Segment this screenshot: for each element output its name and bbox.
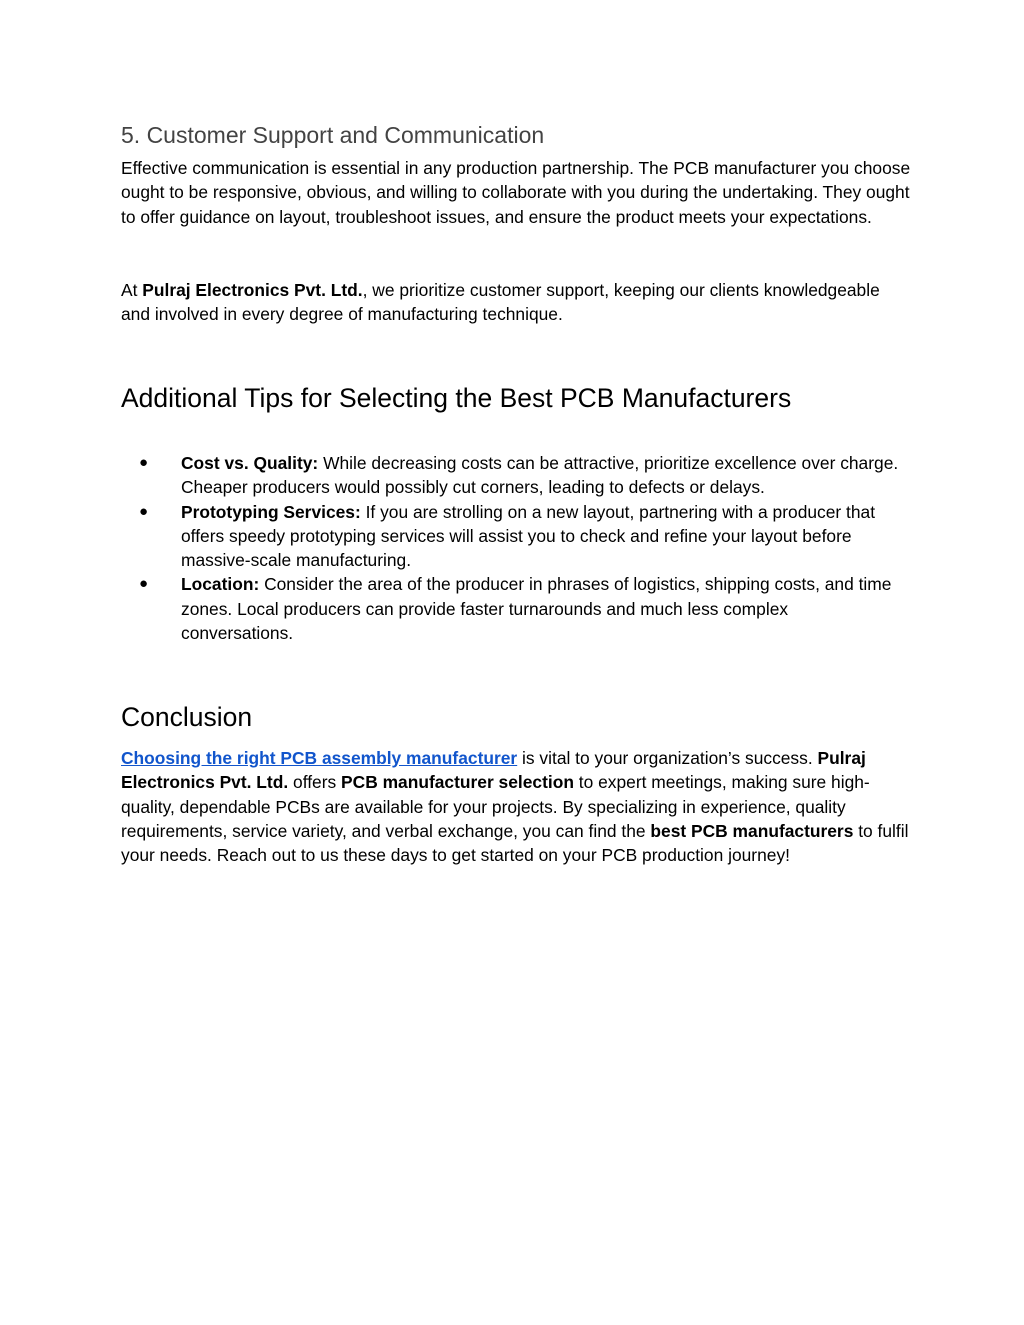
company-name: Pulraj Electronics Pvt. Ltd. (121, 748, 866, 793)
paragraph-customer-support (121, 278, 911, 327)
bullet-icon: ● (139, 502, 149, 520)
bold-phrase-best-manufacturers: best PCB manufacturers (650, 820, 854, 841)
bullet-icon: ● (139, 575, 149, 593)
tip-text: If you are strolling on a new layout, partnering with a producer that offers speedy prototyping services will assist you to check and refine your layout before massive-scale manufacturing. (181, 501, 876, 571)
section-heading-customer-support: 5. Customer Support and Communication (121, 122, 545, 148)
paragraph-conclusion (121, 746, 911, 867)
pcb-assembly-manufacturer-link[interactable]: Choosing the right PCB assembly manufacturer (121, 748, 518, 768)
tips-list (121, 451, 901, 645)
tip-title: Location: (181, 574, 260, 595)
tip-title: Prototyping Services: (181, 501, 361, 522)
section-heading-additional-tips: Additional Tips for Selecting the Best PCB Manufacturers (121, 383, 792, 413)
tip-text: While decreasing costs can be attractive, prioritize excellence over charge. Cheaper producers would possibly cut corners, leading to defects or delays. (181, 453, 899, 498)
company-name: Pulraj Electronics Pvt. Ltd. (142, 280, 363, 300)
list-item (121, 572, 901, 645)
section-heading-conclusion: Conclusion (121, 702, 253, 732)
bullet-icon: ● (139, 454, 149, 471)
conclusion-text-3: to expert meetings, making sure high-quality, dependable PCBs are available for your projects. By specializing in experience, quality requirements, service variety, and verbal exchange, you can find the (121, 772, 870, 841)
paragraph-prefix: At (121, 280, 143, 300)
paragraph-communication (121, 156, 911, 229)
conclusion-text-1: is vital to your organization’s success. (517, 748, 818, 768)
conclusion-text-4: to fulfil your needs. Reach out to us these days to get started on your PCB production journey! (121, 820, 909, 866)
tip-text: Consider the area of the producer in phrases of logistics, shipping costs, and time zones. Local producers can provide faster turnarounds and much less complex conversations. (181, 574, 892, 644)
bold-phrase-selection: PCB manufacturer selection (341, 772, 574, 793)
list-item (121, 451, 901, 500)
tip-title: Cost vs. Quality: (181, 453, 319, 473)
conclusion-text-2: offers (288, 772, 342, 793)
list-item (121, 500, 901, 573)
paragraph-communication-text: Effective communication is essential in any production partnership. The PCB manufacturer you choose ought to be responsive, obvious, and willing to collaborate with you during the undertaking. They ought to offer guidance on layout, troubleshoot issues, and ensure the product meets your expectations. (121, 158, 911, 227)
paragraph-suffix: , we prioritize customer support, keeping our clients knowledgeable and involved in every degree of manufacturing technique. (121, 280, 880, 325)
